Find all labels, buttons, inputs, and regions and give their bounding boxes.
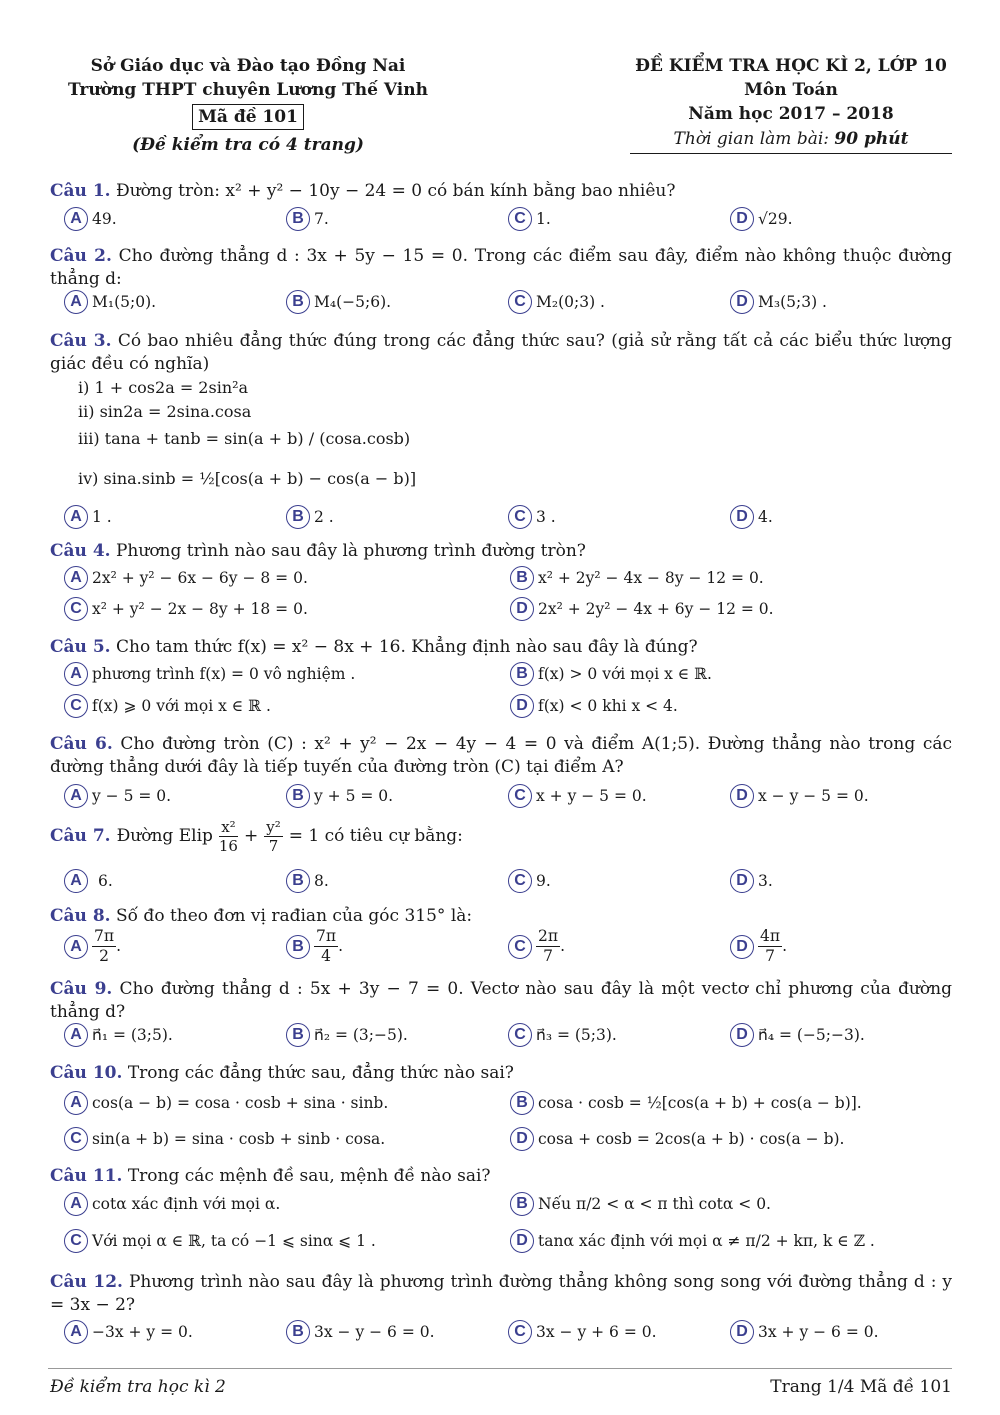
option-letter: C xyxy=(508,505,532,529)
option-b[interactable]: B 2 . xyxy=(286,505,334,529)
question-text: Số đo theo đơn vị rađian của góc 315° là: xyxy=(115,906,473,926)
option-d[interactable]: D 3x + y − 6 = 0. xyxy=(730,1320,879,1344)
question-10 xyxy=(50,1062,952,1085)
department-name: Sở Giáo dục và Đào tạo Đồng Nai xyxy=(90,56,406,76)
question-3 xyxy=(50,330,952,376)
option-letter: A xyxy=(64,784,88,808)
option-letter: B xyxy=(286,869,310,893)
option-letter: B xyxy=(510,662,534,686)
option-b[interactable]: B 3x − y − 6 = 0. xyxy=(286,1320,435,1344)
option-letter: D xyxy=(730,869,754,893)
option-a[interactable]: A n⃗₁ = (3;5). xyxy=(64,1023,173,1047)
question-label: Câu 3. xyxy=(50,331,112,351)
option-d[interactable]: D cosa + cosb = 2cos(a + b) · cos(a − b). xyxy=(510,1127,844,1151)
identity-item: ii) sin2a = 2sina.cosa xyxy=(78,402,252,421)
option-letter: C xyxy=(64,597,88,621)
option-letter: A xyxy=(64,1192,88,1216)
option-d[interactable]: D √29. xyxy=(730,207,793,231)
option-letter: C xyxy=(508,935,532,959)
option-letter: B xyxy=(286,207,310,231)
question-text: Đường Elip xyxy=(116,826,213,847)
identity-item: i) 1 + cos2a = 2sin²a xyxy=(78,378,249,397)
option-a[interactable]: A 7π 2 . xyxy=(64,927,121,966)
option-letter: B xyxy=(510,1192,534,1216)
page-count-note: (Đề kiểm tra có 4 trang) xyxy=(132,135,364,155)
question-label: Câu 9. xyxy=(50,979,113,999)
exam-code-box: Mã đề 101 xyxy=(192,104,304,130)
option-d[interactable]: D M₃(5;3) . xyxy=(730,290,827,314)
option-b[interactable]: B M₄(−5;6). xyxy=(286,290,391,314)
option-letter: C xyxy=(64,694,88,718)
question-text: Đường tròn: x² + y² − 10y − 24 = 0 có bán kính bằng bao nhiêu? xyxy=(115,181,676,201)
option-a[interactable]: A M₁(5;0). xyxy=(64,290,156,314)
footer-divider xyxy=(48,1368,952,1369)
identity-item: iv) sina.sinb = ½[cos(a + b) − cos(a − b)] xyxy=(78,469,417,488)
question-label: Câu 1. xyxy=(50,181,111,201)
question-label: Câu 10. xyxy=(50,1063,123,1083)
question-text: Phương trình nào sau đây là phương trình đường thẳng không song song với đường thẳng d : y = 3x − 2? xyxy=(50,1272,953,1315)
option-letter: B xyxy=(286,1023,310,1047)
school-name: Trường THPT chuyên Lương Thế Vinh xyxy=(68,80,428,100)
option-letter: C xyxy=(508,207,532,231)
option-c[interactable]: C 3x − y + 6 = 0. xyxy=(508,1320,657,1344)
option-c[interactable]: C x + y − 5 = 0. xyxy=(508,784,647,808)
option-letter: D xyxy=(730,784,754,808)
fraction: 7π 4 xyxy=(316,927,337,965)
option-a[interactable]: A y − 5 = 0. xyxy=(64,784,171,808)
question-label: Câu 4. xyxy=(50,541,111,561)
question-7: Câu 7. Đường Elip x² 16 + $\frac{\text{y²}}{7}$ = 1 có tiêu cự bằng: xyxy=(50,818,463,855)
question-9 xyxy=(50,978,952,1024)
header-left xyxy=(48,54,448,157)
option-a[interactable]: A 6. xyxy=(64,869,113,893)
option-letter: B xyxy=(286,290,310,314)
option-letter: A xyxy=(64,566,88,590)
option-letter: D xyxy=(730,935,754,959)
question-label: Câu 7. xyxy=(50,826,111,847)
identity-item: iii) tana + tanb = sin(a + b) / (cosa.cosb) xyxy=(78,429,411,448)
question-text: Cho đường tròn (C) : x² + y² − 2x − 4y − 4 = 0 và điểm A(1;5). Đường thẳng nào trong các đường thẳng dưới đây là tiếp tuyến của đường tròn (C) tại điểm A? xyxy=(50,734,952,777)
option-c[interactable]: C n⃗₃ = (5;3). xyxy=(508,1023,617,1047)
option-letter: D xyxy=(730,505,754,529)
option-letter: D xyxy=(730,207,754,231)
question-11 xyxy=(50,1165,952,1188)
option-letter: A xyxy=(64,869,88,893)
option-letter: D xyxy=(510,597,534,621)
option-letter: B xyxy=(510,1091,534,1115)
option-letter: D xyxy=(730,1320,754,1344)
option-a[interactable]: A cos(a − b) = cosa · cosb + sina · sinb. xyxy=(64,1091,388,1115)
option-letter: C xyxy=(508,290,532,314)
exam-title: ĐỀ KIỂM TRA HỌC KÌ 2, LỚP 10 xyxy=(635,56,947,76)
option-d[interactable]: D 4π 7 . xyxy=(730,927,787,966)
question-text: Có bao nhiêu đẳng thức đúng trong các đẳng thức sau? (giả sử rằng tất cả các biểu thức lượng giác đều có nghĩa) xyxy=(50,331,952,374)
option-a[interactable]: A 2x² + y² − 6x − 6y − 8 = 0. xyxy=(64,566,308,590)
question-5 xyxy=(50,636,952,659)
option-letter: B xyxy=(510,566,534,590)
option-letter: A xyxy=(64,207,88,231)
option-b[interactable]: B cosa · cosb = ½[cos(a + b) + cos(a − b)]. xyxy=(510,1091,862,1115)
option-d[interactable]: D n⃗₄ = (−5;−3). xyxy=(730,1023,865,1047)
question-text: = 1 có tiêu cự bằng: xyxy=(288,826,463,847)
option-letter: A xyxy=(64,290,88,314)
question-8 xyxy=(50,905,952,928)
option-letter: B xyxy=(286,505,310,529)
option-letter: C xyxy=(508,784,532,808)
question-text: Trong các đẳng thức sau, đẳng thức nào sai? xyxy=(127,1063,514,1083)
subject: Môn Toán xyxy=(744,80,838,100)
option-d[interactable]: D 4. xyxy=(730,505,773,529)
time-limit: Thời gian làm bài: 90 phút xyxy=(630,128,952,154)
question-text: Cho đường thẳng d : 5x + 3y − 7 = 0. Vectơ nào sau đây là một vectơ chỉ phương của đường thẳng d? xyxy=(50,979,952,1022)
question-text: Cho tam thức f(x) = x² − 8x + 16. Khẳng định nào sau đây là đúng? xyxy=(115,637,698,657)
option-letter: A xyxy=(64,935,88,959)
option-letter: D xyxy=(730,1023,754,1047)
question-label: Câu 5. xyxy=(50,637,111,657)
option-a[interactable]: A phương trình f(x) = 0 vô nghiệm . xyxy=(64,662,355,686)
option-c[interactable]: C 2π 7 . xyxy=(508,927,565,966)
option-c[interactable]: C f(x) ⩾ 0 với mọi x ∈ ℝ . xyxy=(64,694,271,718)
question-12 xyxy=(50,1271,952,1317)
option-letter: C xyxy=(508,1023,532,1047)
option-b[interactable]: B x² + 2y² − 4x − 8y − 12 = 0. xyxy=(510,566,764,590)
option-d[interactable]: D 3. xyxy=(730,869,773,893)
fraction: 7π 2 xyxy=(94,927,115,965)
option-b[interactable]: B 7π 4 . xyxy=(286,927,343,966)
fraction: 2π 7 xyxy=(538,927,559,965)
option-letter: B xyxy=(286,1320,310,1344)
option-letter: C xyxy=(64,1127,88,1151)
question-4 xyxy=(50,540,952,563)
option-letter: A xyxy=(64,662,88,686)
fraction: 4π 7 xyxy=(760,927,781,965)
option-letter: D xyxy=(510,1127,534,1151)
question-6 xyxy=(50,733,952,779)
question-label: Câu 2. xyxy=(50,246,112,266)
option-c[interactable]: C Với mọi α ∈ ℝ, ta có −1 ⩽ sinα ⩽ 1 . xyxy=(64,1229,376,1253)
question-label: Câu 12. xyxy=(50,1272,123,1292)
option-b[interactable]: B 7. xyxy=(286,207,329,231)
option-letter: A xyxy=(64,1023,88,1047)
option-letter: A xyxy=(64,1320,88,1344)
question-label: Câu 8. xyxy=(50,906,111,926)
option-a[interactable]: A cotα xác định với mọi α. xyxy=(64,1192,280,1216)
option-c[interactable]: C 3 . xyxy=(508,505,556,529)
header-right xyxy=(630,54,952,154)
option-letter: C xyxy=(64,1229,88,1253)
question-label: Câu 6. xyxy=(50,734,113,754)
question-text: Trong các mệnh đề sau, mệnh đề nào sai? xyxy=(127,1166,491,1186)
option-a[interactable]: A 49. xyxy=(64,207,117,231)
option-b[interactable]: B n⃗₂ = (3;−5). xyxy=(286,1023,408,1047)
option-letter: C xyxy=(508,869,532,893)
option-b[interactable]: B Nếu π/2 < α < π thì cotα < 0. xyxy=(510,1192,771,1216)
question-text: Cho đường thẳng d : 3x + 5y − 15 = 0. Trong các điểm sau đây, điểm nào không thuộc đường thẳng d: xyxy=(50,246,952,289)
fraction-x: x² 16 xyxy=(218,818,238,855)
option-a[interactable]: A −3x + y = 0. xyxy=(64,1320,193,1344)
option-a[interactable]: A 1 . xyxy=(64,505,112,529)
option-letter: D xyxy=(510,694,534,718)
option-c[interactable]: C M₂(0;3) . xyxy=(508,290,605,314)
question-1 xyxy=(50,180,952,203)
option-letter: B xyxy=(286,784,310,808)
option-b[interactable]: B f(x) > 0 với mọi x ∈ ℝ. xyxy=(510,662,712,686)
option-letter: D xyxy=(730,290,754,314)
question-text: Phương trình nào sau đây là phương trình đường tròn? xyxy=(115,541,586,561)
question-label: Câu 11. xyxy=(50,1166,123,1186)
option-letter: B xyxy=(286,935,310,959)
option-d[interactable]: D tanα xác định với mọi α ≠ π/2 + kπ, k ∈ ℤ . xyxy=(510,1229,875,1253)
option-letter: A xyxy=(64,1091,88,1115)
option-letter: C xyxy=(508,1320,532,1344)
option-c[interactable]: C x² + y² − 2x − 8y + 18 = 0. xyxy=(64,597,308,621)
option-c[interactable]: C sin(a + b) = sina · cosb + sinb · cosa. xyxy=(64,1127,385,1151)
question-2 xyxy=(50,245,952,291)
option-d[interactable]: D 2x² + 2y² − 4x + 6y − 12 = 0. xyxy=(510,597,774,621)
school-year: Năm học 2017 – 2018 xyxy=(688,104,894,124)
fraction-y: $\frac{\text{y²}}{7}$ xyxy=(266,818,281,855)
option-d[interactable]: D f(x) < 0 khi x < 4. xyxy=(510,694,678,718)
page-number: Trang 1/4 Mã đề 101 xyxy=(770,1377,952,1397)
footer-title: Đề kiểm tra học kì 2 xyxy=(50,1377,226,1397)
option-b[interactable]: B 8. xyxy=(286,869,329,893)
option-letter: A xyxy=(64,505,88,529)
option-b[interactable]: B y + 5 = 0. xyxy=(286,784,393,808)
option-c[interactable]: C 9. xyxy=(508,869,551,893)
option-d[interactable]: D x − y − 5 = 0. xyxy=(730,784,869,808)
option-c[interactable]: C 1. xyxy=(508,207,551,231)
option-letter: D xyxy=(510,1229,534,1253)
